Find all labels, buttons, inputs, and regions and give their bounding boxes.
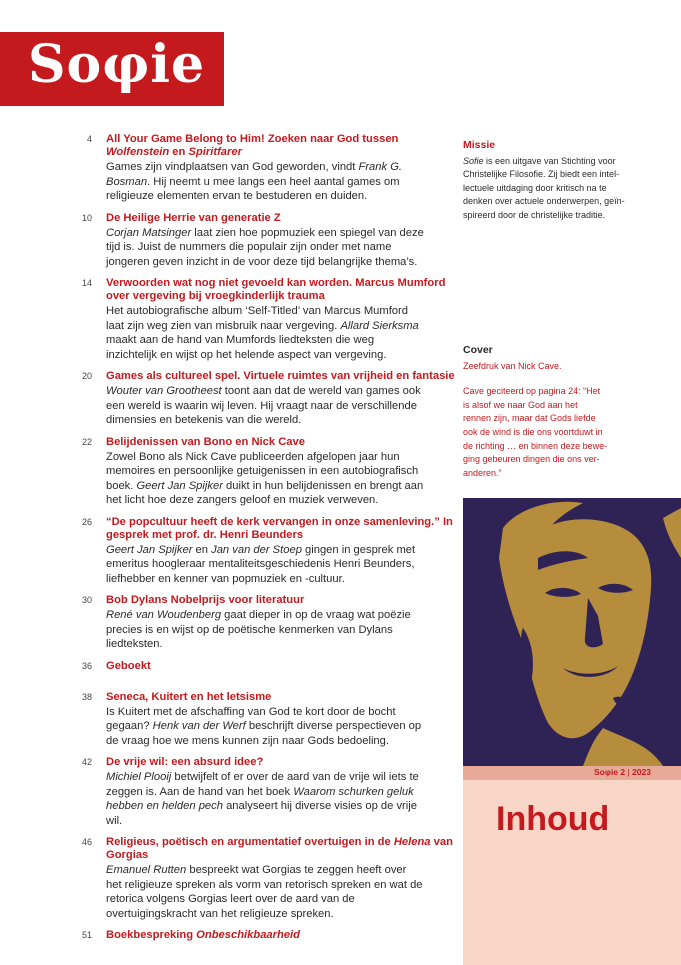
toc-title: All Your Game Belong to Him! Zoeken naar God tussen Wolfenstein en Spiritfarer <box>106 133 399 158</box>
toc-page-number: 14 <box>81 278 92 288</box>
toc-title: “De popcultuur heeft de kerk vervangen in onze samenleving.” In gesprek met prof. dr. Henri Beunders <box>106 515 453 541</box>
toc-page-number: 42 <box>81 757 92 767</box>
toc-description: Michiel Plooij betwijfelt of er over de aard van de vrije wil iets te zeggen is. Aan de hand van het boek Waarom schurken geluk hebben en helden pech analyseert hij diverse visies op de vrije wil. <box>106 771 419 827</box>
toc-page-number: 10 <box>81 212 92 223</box>
toc-title: Bob Dylans Nobelprijs voor literatuur <box>106 594 305 606</box>
toc-description: Wouter van Grootheest toont aan dat de wereld van games ook een wereld is waarin wij leven. Hij vraagt naar de verschillende dimensies en betekenis van die wereld. <box>106 385 421 426</box>
issue-number: 2 <box>620 767 626 777</box>
toc-page-number: 36 <box>81 660 92 671</box>
cover-quote: Cave geciteerd op pagina 24: “Het is alsof we naar God aan het rennen zijn, maar dat Gods liefde ook de wind is die ons voortduwt in de richting … en binnen deze bewe-ging gebeuren dingen die ons ver-anderen.” <box>463 386 608 478</box>
issue-magazine-name: Soφie <box>594 767 619 777</box>
toc-title: Belijdenissen van Bono en Nick Cave <box>106 435 305 448</box>
toc-title: Seneca, Kuitert en het letsisme <box>106 690 272 703</box>
toc-entry <box>0 691 455 749</box>
cover-credit: Zeefdruk van Nick Cave. <box>463 360 562 371</box>
issue-year: 2023 <box>632 767 651 777</box>
toc-page-number: 20 <box>81 371 92 381</box>
toc-entry <box>0 660 455 673</box>
toc-entry <box>0 929 455 942</box>
issue-band <box>463 766 681 780</box>
toc-description: Is Kuitert met de afschaffing van God te kort door de bocht gegaan? Henk van der Werf beschrijft diverse perspectieven op de vraag hoe we mens kunnen zijn naar Gods bedoeling. <box>106 705 422 747</box>
toc-entry <box>0 133 455 204</box>
toc-entry <box>0 516 455 587</box>
portrait-illustration <box>463 498 681 766</box>
toc-description: Geert Jan Spijker en Jan van der Stoep gingen in gesprek met emeritus hoogleraar mentaliteitsgeschiedenis Henri Beunders, liefhebber en kenner van popmuziek en -cultuur. <box>106 543 416 585</box>
toc-entry <box>0 836 455 921</box>
issue-separator: | <box>625 767 633 777</box>
missie-heading: Missie <box>463 139 496 151</box>
toc-description: René van Woudenberg gaat dieper in op de vraag wat poëzie precies is en wijst op de poëtische kenmerken van Dylans liedteksten. <box>106 609 411 650</box>
toc-entry <box>0 212 455 270</box>
toc-title: Boekbespreking Onbeschikbaarheid <box>106 929 300 941</box>
masthead <box>0 32 224 106</box>
toc-page-number: 4 <box>86 134 92 144</box>
toc-page-number: 46 <box>81 837 92 847</box>
toc-entry <box>0 277 455 362</box>
toc-title: De Heilige Herrie van generatie Z <box>106 211 281 224</box>
toc-description: Het autobiografische album ‘Self-Titled’ van Marcus Mumford laat zijn weg zien van misbruik naar vergeving. Allard Sierksma maakt aan de hand van Mumfords liedteksten die weg inzichtelijk en wijst op het helende aspect van vergeving. <box>106 305 419 361</box>
toc-page-number: 38 <box>81 691 92 702</box>
cover-heading: Cover <box>463 344 493 356</box>
toc-page-number: 51 <box>81 930 92 940</box>
toc-description: Emanuel Rutten bespreekt wat Gorgias te zeggen heeft over het religieuze spreken als vorm van retorisch spreken en wat de retorica volgens Gorgias leert over de aard van de overtuigingskracht van het religieuze spreken. <box>106 864 423 920</box>
toc-description: Corjan Matsinger laat zien hoe popmuziek een spiegel van deze tijd is. Juist de nummers die populair zijn onder met name jongeren geven inzicht in de voor deze tijd belangrijke thema’s. <box>106 226 424 268</box>
toc-page-number: 26 <box>81 516 92 527</box>
toc-title: Geboekt <box>106 659 151 672</box>
missie-text: Sofie is een uitgave van Stichting voor Christelijke Filosofie. Zij biedt een intel-lectuele uitdaging door kritisch na te denken over actuele onderwerpen, geïn-spireerd door de christelijke traditie. <box>463 155 625 220</box>
cover-block <box>463 344 638 480</box>
toc-description: Games zijn vindplaatsen van God geworden, vindt Frank G. Bosman. Hij neemt u mee langs een heel aantal games om religieuze elementen ervan te bestuderen en duiden. <box>106 161 402 202</box>
toc-page-number: 30 <box>81 595 92 605</box>
cover-portrait-image <box>463 498 681 766</box>
magazine-logo: Soφie <box>28 34 206 95</box>
toc-entry <box>0 436 455 508</box>
table-of-contents <box>0 133 455 950</box>
missie-block <box>463 139 638 223</box>
toc-title: Verwoorden wat nog niet gevoeld kan worden. Marcus Mumford over vergeving bij vroegkinderlijk trauma <box>106 277 446 302</box>
toc-entry <box>0 370 455 428</box>
toc-title: De vrije wil: een absurd idee? <box>106 756 264 768</box>
section-label: Inhoud <box>496 800 610 838</box>
toc-title: Religieus, poëtisch en argumentatief overtuigen in de Helena van Gorgias <box>106 836 453 861</box>
toc-entry <box>0 756 455 828</box>
toc-entry <box>0 594 455 652</box>
toc-page-number: 22 <box>81 436 92 447</box>
issue-label <box>594 767 651 777</box>
toc-title: Games als cultureel spel. Virtuele ruimtes van vrijheid en fantasie <box>106 370 455 382</box>
inhoud-panel <box>463 780 681 965</box>
toc-description: Zowel Bono als Nick Cave publiceerden afgelopen jaar hun memoires en persoonlijke getuigenissen in een autobiografisch boek. Geert Jan Spijker duikt in hun belijdenissen en brengt aan het licht hoe deze zangers geloof en muziek verweven. <box>106 450 424 506</box>
